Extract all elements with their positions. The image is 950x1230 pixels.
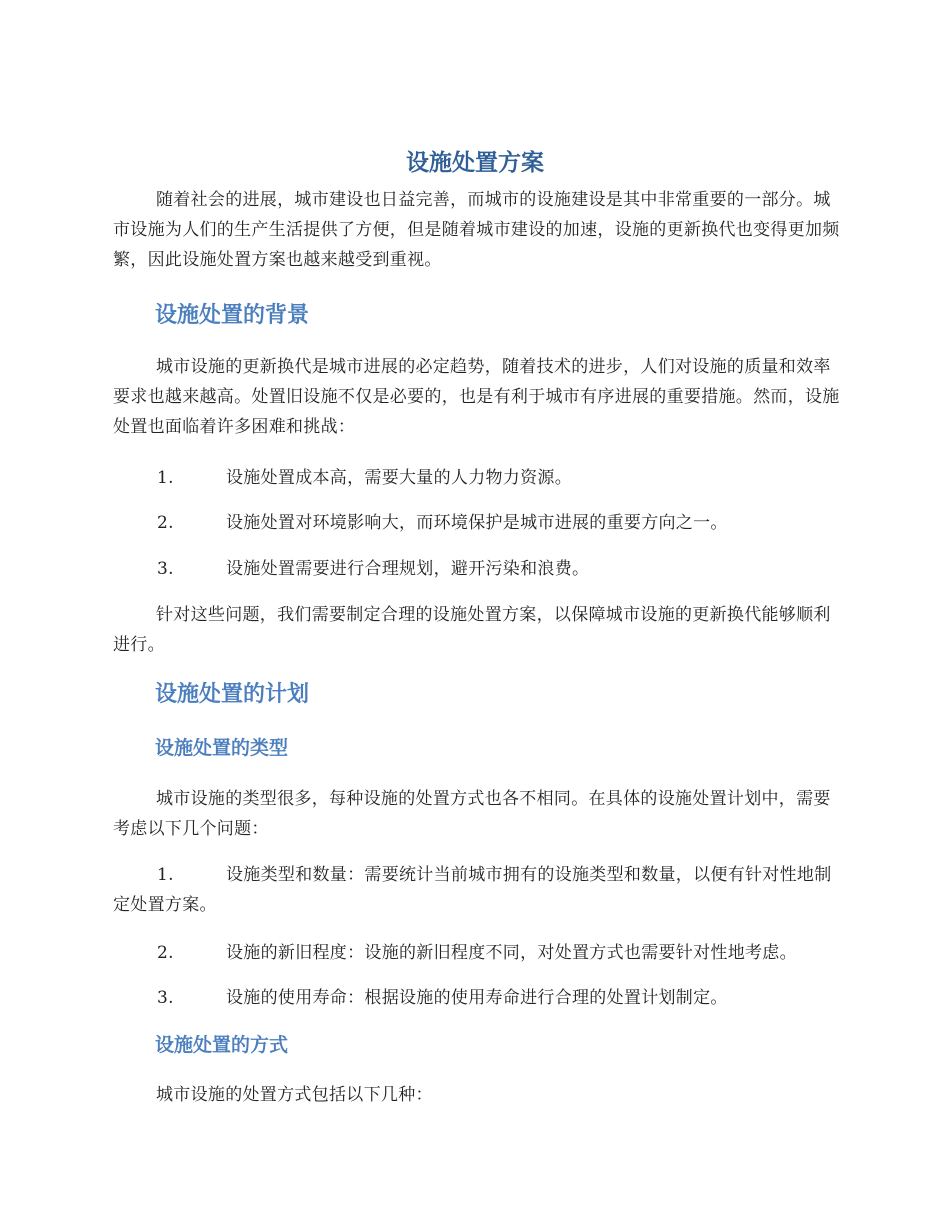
list-text: 设施的新旧程度：设施的新旧程度不同，对处置方式也需要针对性地考虑。 [226,943,797,963]
list-number: 3. [157,988,174,1008]
background-closing-paragraph: 针对这些问题，我们需要制定合理的设施处置方案，以保障城市设施的更新换代能够顺利进行。 [113,605,831,655]
list-text: 设施处置成本高，需要大量的人力物力资源。 [226,468,572,488]
list-item [113,463,840,493]
list-number: 2. [157,513,174,533]
list-text: 设施的使用寿命：根据设施的使用寿命进行合理的处置计划制定。 [226,988,728,1008]
section-heading-plan: 设施处置的计划 [155,682,310,707]
document-title: 设施处置方案 [406,150,544,176]
list-number: 2. [157,943,174,963]
subsection-heading-types: 设施处置的类型 [155,737,289,759]
background-paragraph: 城市设施的更新换代是城市进展的必定趋势，随着技术的进步，人们对设施的质量和效率要求也越来越高。处置旧设施不仅是必要的，也是有利于城市有序进展的重要措施。然而，设施处置也面临着许多困难和挑战： [113,357,840,437]
subsection-heading-methods: 设施处置的方式 [155,1034,289,1056]
list-item [113,938,840,968]
methods-paragraph: 城市设施的处置方式包括以下几种： [156,1085,433,1105]
list-item [113,860,840,920]
list-item [113,983,840,1013]
list-number: 1. [157,468,174,488]
types-paragraph: 城市设施的类型很多，每种设施的处置方式也各不相同。在具体的设施处置计划中，需要考虑以下几个问题： [113,789,831,839]
intro-paragraph: 随着社会的进展，城市建设也日益完善，而城市的设施建设是其中非常重要的一部分。城市设施为人们的生产生活提供了方便，但是随着城市建设的加速，设施的更新换代也变得更加频繁，因此设施处置方案也越来越受到重视。 [113,190,840,270]
list-item [113,554,840,584]
list-text: 设施处置需要进行合理规划，避开污染和浪费。 [226,559,590,579]
list-number: 3. [157,559,174,579]
list-item [113,508,840,538]
list-text: 设施处置对环境影响大，而环境保护是城市进展的重要方向之一。 [226,513,728,533]
list-number: 1. [157,865,174,885]
list-text: 设施类型和数量：需要统计当前城市拥有的设施类型和数量，以便有针对性地制定处置方案。 [113,865,832,915]
section-heading-background: 设施处置的背景 [155,303,310,328]
